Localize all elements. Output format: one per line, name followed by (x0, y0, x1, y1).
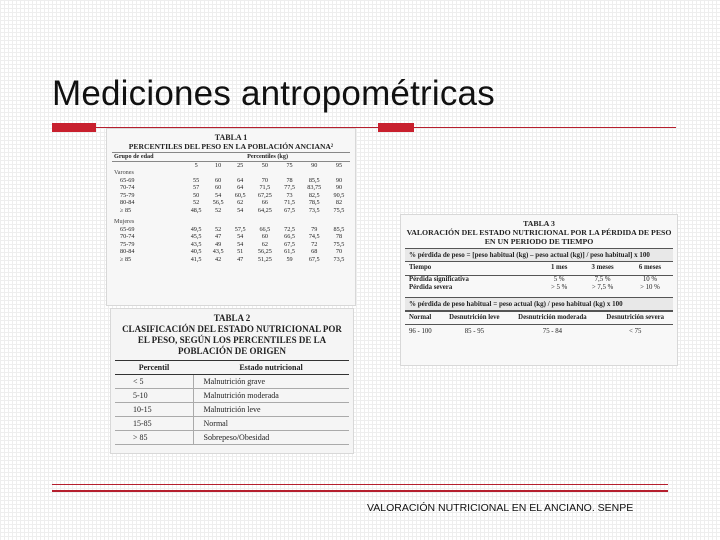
tabla1-value-cell: 67,5 (284, 206, 295, 214)
tabla1-value-cell: 75,5 (333, 206, 345, 214)
tabla1-group-name: Varones (114, 169, 134, 176)
tabla1-value-cell: 49,5 (190, 225, 202, 233)
tabla1-age-cell: 80-84 (120, 199, 135, 206)
table-row (112, 248, 350, 256)
tabla1-value-cell: 78 (335, 233, 343, 240)
tabla1-value-cell: 68 (311, 248, 318, 255)
tabla1-percentile-header: 90 (311, 161, 318, 169)
tabla2-percentil-cell: 15-85 (115, 417, 193, 431)
tabla1-panel (106, 128, 356, 306)
tabla1-value-cell: 67,25 (257, 191, 272, 199)
tabla1-age-cell: ≥ 85 (120, 206, 132, 214)
tabla1-value-cell: 66 (261, 199, 268, 206)
tabla3-panel (400, 214, 678, 366)
tabla1-value-cell: 64 (237, 184, 244, 191)
tabla2-estado-cell: Malnutrición moderada (193, 389, 349, 403)
tabla1-value-cell: 48,5 (190, 206, 202, 214)
tabla3-formula1: % pérdida de peso = [peso habitual (kg) – peso actual (kg)] / peso habitual] x 100 (405, 248, 673, 262)
tabla1-value-cell: 60 (215, 176, 222, 184)
tabla1-value-cell: 67,5 (308, 255, 320, 263)
slide-title: Mediciones antropométricas (52, 74, 495, 113)
tabla3-header1-cell: 6 meses (627, 262, 673, 275)
tabla1-value-cell: 74,5 (308, 233, 320, 240)
footer-rule-top (52, 484, 668, 485)
tabla1-value-cell: 79 (311, 225, 318, 233)
tabla1-value-cell: 50 (193, 191, 200, 199)
tabla1-value-cell: 57 (193, 184, 200, 191)
tabla1-value-cell: 62 (237, 199, 244, 206)
tabla2-col-estado: Estado nutricional (193, 361, 349, 375)
table-row (112, 207, 350, 215)
tabla2-percentil-cell: > 85 (115, 431, 193, 445)
tabla3-header1-cell: 1 mes (540, 262, 578, 275)
tabla3-header2-cell: Desnutrición leve (441, 311, 507, 325)
tabla1-group-name: Mujeres (114, 218, 135, 225)
tabla1-value-cell: 54 (237, 233, 244, 240)
tabla1-age-cell: 65-69 (120, 176, 135, 184)
table-row (405, 284, 673, 293)
tabla2-panel (110, 308, 354, 454)
tabla1-value-cell: 78 (286, 176, 293, 184)
tabla2-percentil-cell: 5-10 (115, 389, 193, 403)
tabla2-estado-cell: Malnutrición leve (193, 403, 349, 417)
tabla1-value-cell: 71,5 (284, 199, 295, 206)
tabla1-col-percentiles: Percentiles (kg) (185, 153, 350, 161)
tabla1-percentile-header: 75 (286, 161, 293, 169)
table-row (115, 431, 349, 445)
tabla3-header2-cell: Normal (405, 311, 441, 325)
tabla1-value-cell: 73,5 (333, 255, 345, 263)
tabla3-header2-cell: Desnutrición moderada (507, 311, 597, 325)
tabla2-estado-cell: Normal (193, 417, 349, 431)
tabla2-percentil-cell: 10-15 (115, 403, 193, 417)
tabla1-value-cell: 75,5 (333, 240, 345, 248)
tabla1-percentile-header: 10 (215, 161, 222, 169)
tabla1-age-cell: ≥ 85 (120, 255, 132, 263)
tabla1-value-cell: 60 (261, 233, 268, 240)
table-row (112, 192, 350, 200)
tabla1-value-cell: 70 (261, 176, 268, 184)
tabla1-value-cell: 51 (237, 248, 244, 255)
table-row (112, 256, 350, 264)
tabla1-value-cell: 54 (237, 240, 244, 248)
tabla1-value-cell: 82,5 (308, 191, 320, 199)
tabla2-title: CLASIFICACIÓN DEL ESTADO NUTRICIONAL POR EL PESO, SEGÚN LOS PERCENTILES DE LA POBLACIÓN DE ORIGEN (122, 324, 342, 356)
tabla1-value-cell: 64 (237, 176, 244, 184)
tabla3-value-cell: > 7,5 % (591, 284, 614, 291)
tabla1-value-cell: 85,5 (308, 176, 320, 184)
tabla1-value-cell: 90 (335, 184, 343, 191)
tabla1-value-cell: 60,5 (234, 191, 246, 199)
table-row (405, 275, 673, 284)
tabla1-value-cell: 43,5 (212, 248, 224, 255)
tabla1-age-cell: 65-69 (120, 225, 135, 233)
tabla1-value-cell: 71,5 (259, 184, 271, 191)
tabla1-value-cell: 40,5 (190, 248, 202, 255)
tabla1-value-cell: 45,5 (190, 233, 202, 240)
tabla2-percentil-cell: < 5 (115, 375, 193, 389)
tabla1-value-cell: 51,25 (257, 255, 272, 263)
tabla1-value-cell: 54 (237, 206, 244, 214)
tabla3-table1 (405, 262, 673, 293)
tabla1-value-cell: 78,5 (308, 199, 320, 206)
tabla3-formula2: % pérdida de peso habitual = peso actual (kg) / peso habitual (kg) x 100 (405, 297, 673, 311)
tabla1-percentile-header: 25 (237, 161, 244, 169)
tabla1-age-cell: 70-74 (120, 184, 135, 191)
tabla3-table2 (405, 311, 673, 337)
tabla1-title: PERCENTILES DEL PESO EN LA POBLACIÓN ANCIANA² (112, 142, 350, 153)
tabla1-value-cell: 90,5 (333, 191, 345, 199)
footer-rule-bottom (52, 490, 668, 492)
tabla1-value-cell: 52 (215, 225, 222, 233)
tabla1-value-cell: 49 (215, 240, 222, 248)
tabla1-group-row (112, 169, 350, 177)
tabla1-value-cell: 57,5 (234, 225, 246, 233)
tabla3-title: VALORACIÓN DEL ESTADO NUTRICIONAL POR LA PÉRDIDA DE PESO EN UN PERIODO DE TIEMPO (406, 228, 672, 246)
tabla1-value-cell: 90 (335, 176, 343, 184)
table-row (112, 199, 350, 207)
tabla1-percentile-header: 50 (261, 161, 268, 169)
tabla1-value-cell: 83,75 (307, 184, 322, 191)
table-row (115, 403, 349, 417)
tabla3-label: TABLA 3 (523, 219, 555, 228)
tabla1-value-cell: 41,5 (190, 255, 202, 263)
tabla1-value-cell: 62 (261, 240, 268, 248)
tabla1-value-cell: 82 (335, 199, 343, 206)
tabla1-age-cell: 70-74 (120, 233, 135, 240)
tabla1-age-cell: 75-79 (120, 191, 135, 199)
table-row (112, 184, 350, 192)
tabla2-estado-cell: Sobrepeso/Obesidad (193, 431, 349, 445)
tabla1-col-group: Grupo de edad (112, 153, 185, 161)
tabla2-table (115, 360, 349, 445)
tabla1-value-cell: 52 (215, 206, 222, 214)
tabla1-percentile-row (112, 161, 350, 169)
tabla2-label: TABLA 2 (213, 313, 251, 323)
tabla1-value-cell: 66,5 (284, 233, 295, 240)
tabla1-value-cell: 61,5 (284, 248, 295, 255)
table-row (112, 226, 350, 234)
tabla2-col-percentil: Percentil (115, 361, 193, 375)
table-row (115, 375, 349, 389)
tabla1-value-cell: 66,5 (259, 225, 271, 233)
accent-bar-right (378, 123, 414, 132)
tabla1-value-cell: 67,5 (284, 240, 295, 248)
table-row (112, 177, 350, 185)
tabla1-percentile-header: 95 (335, 161, 343, 169)
tabla3-value-cell: 10 % (642, 275, 658, 283)
tabla1-value-cell: 47 (215, 233, 222, 240)
tabla1-percentile-header: 5 (194, 161, 198, 169)
tabla1-value-cell: 56,25 (257, 248, 272, 255)
tabla1-value-cell: 52 (193, 199, 200, 206)
tabla3-header1-cell: Tiempo (405, 262, 540, 275)
tabla1-value-cell: 73,5 (308, 206, 320, 214)
tabla1-value-cell: 47 (237, 255, 244, 263)
tabla1-value-cell: 77,5 (284, 184, 295, 191)
tabla3-value-cell: 5 % (553, 275, 565, 283)
tabla1-value-cell: 70 (335, 248, 343, 255)
tabla1-value-cell: 55 (193, 176, 200, 184)
tabla3-range-cell: 96 - 100 (409, 328, 432, 335)
tabla3-header1-cell: 3 meses (578, 262, 627, 275)
tabla3-row-label: Pérdida significativa (409, 275, 469, 283)
tabla1-value-cell: 60 (215, 184, 222, 191)
tabla1-value-cell: 56,5 (212, 199, 224, 206)
table-row (112, 233, 350, 241)
table-row (112, 241, 350, 249)
tabla1-value-cell: 42 (215, 255, 222, 263)
tabla1-table (112, 153, 350, 263)
tabla1-value-cell: 72,5 (284, 225, 295, 233)
tabla1-value-cell: 73 (286, 191, 293, 199)
tabla3-header2-cell: Desnutrición severa (597, 311, 673, 325)
tabla1-value-cell: 43,5 (190, 240, 202, 248)
tabla3-range-cell: 85 - 95 (464, 328, 484, 335)
tabla1-value-cell: 54 (215, 191, 222, 199)
tabla1-group-row (112, 214, 350, 226)
tabla1-value-cell: 59 (286, 255, 293, 263)
tabla1-value-cell: 64,25 (257, 206, 272, 214)
tabla3-range-cell: 75 - 84 (542, 328, 563, 335)
tabla2-estado-cell: Malnutrición grave (193, 375, 349, 389)
tabla3-row-label: Pérdida severa (409, 284, 453, 291)
table-row (115, 417, 349, 431)
slide-footer: VALORACIÓN NUTRICIONAL EN EL ANCIANO. SENPE (367, 502, 634, 514)
tabla1-value-cell: 85,5 (333, 225, 345, 233)
tabla3-value-cell: > 10 % (640, 284, 660, 291)
tabla3-value-cell: > 5 % (551, 284, 568, 291)
tabla1-age-cell: 75-79 (120, 240, 135, 248)
accent-bar-left (52, 123, 96, 132)
tabla3-range-cell: < 75 (629, 328, 642, 335)
tabla1-value-cell: 72 (311, 240, 318, 248)
tabla1-label: TABLA 1 (214, 133, 248, 142)
tabla3-value-cell: 7,5 % (594, 275, 611, 283)
table-row (115, 389, 349, 403)
tabla1-age-cell: 80-84 (120, 248, 135, 255)
